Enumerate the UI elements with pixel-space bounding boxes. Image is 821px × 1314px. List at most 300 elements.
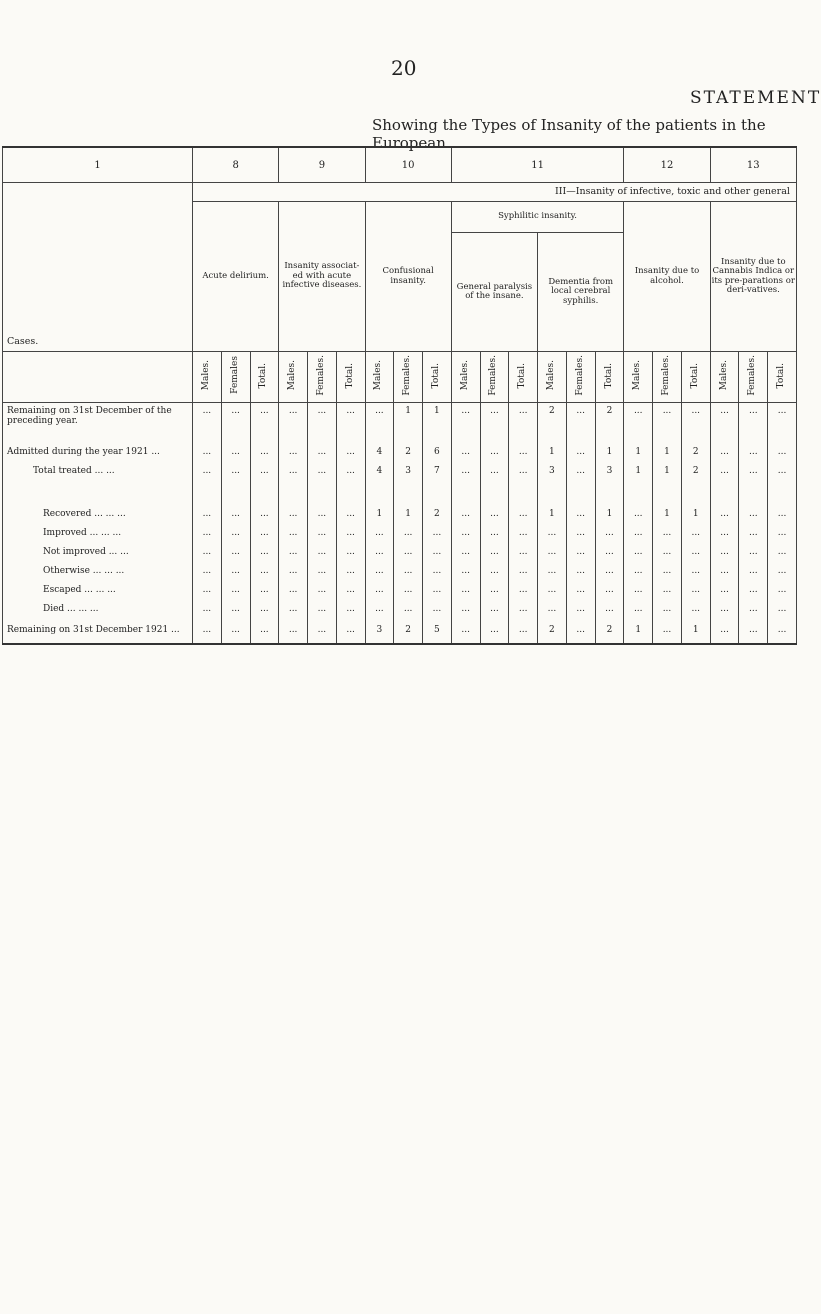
table-cell: 2 [538,619,567,644]
table-cell: ... [221,462,250,481]
table-row [3,543,797,562]
spacer-cell [193,481,222,505]
table-cell: 1 [624,462,653,481]
table-cell: ... [509,581,538,600]
column-number: 8 [193,147,279,183]
table-cell: 2 [394,443,423,462]
table-cell: ... [681,581,710,600]
table-cell: ... [739,524,768,543]
table-cell: ... [710,619,739,644]
table-cell: ... [451,581,480,600]
table-cell: ... [681,403,710,444]
table-cell: ... [624,543,653,562]
table-cell: ... [739,462,768,481]
table-cell: ... [768,443,797,462]
sex-header: Total. [509,352,538,403]
table-cell: ... [480,505,509,524]
table-row [3,403,797,444]
table-cell: ... [566,600,595,619]
table-cell: ... [279,524,308,543]
spacer-cell [739,481,768,505]
sex-header: Males. [279,352,308,403]
table-cell: ... [336,562,365,581]
table-cell: ... [538,562,567,581]
column-number: 9 [279,147,365,183]
table-cell: ... [653,581,682,600]
table-cell: ... [653,524,682,543]
table-cell: ... [451,524,480,543]
table-cell: ... [624,403,653,444]
table-cell: ... [710,600,739,619]
table-cell: ... [394,543,423,562]
table-cell: ... [480,543,509,562]
table-cell: ... [624,524,653,543]
table-cell: ... [624,562,653,581]
table-cell: ... [193,505,222,524]
table-cell: ... [653,403,682,444]
table-cell: 3 [595,462,624,481]
row-label: Escaped ... ... ... [3,581,193,600]
insanity-statement-table [2,146,797,645]
table-cell: 1 [394,505,423,524]
sex-header: Total. [768,352,797,403]
table-cell: ... [681,562,710,581]
table-cell: ... [538,600,567,619]
table-cell: ... [710,403,739,444]
table-cell: ... [595,524,624,543]
table-cell: 6 [423,443,452,462]
table-cell: ... [566,619,595,644]
spacer-cell [710,481,739,505]
table-row [3,581,797,600]
table-cell: 2 [423,505,452,524]
table-cell: ... [279,443,308,462]
table-cell: ... [221,562,250,581]
table-cell: 2 [681,462,710,481]
table-cell: 3 [365,619,394,644]
table-cell: ... [193,543,222,562]
table-cell: 1 [538,443,567,462]
row-label: Not improved ... ... [3,543,193,562]
table-cell: ... [279,600,308,619]
sex-header: Males. [193,352,222,403]
table-cell: 1 [624,443,653,462]
table-cell: ... [193,619,222,644]
row-label: Admitted during the year 1921 ... [3,443,193,462]
table-cell: ... [221,619,250,644]
row-label: Improved ... ... ... [3,524,193,543]
table-row [3,600,797,619]
table-cell: ... [566,543,595,562]
table-row [3,505,797,524]
table-cell: ... [308,443,337,462]
table-cell: ... [193,600,222,619]
table-cell: ... [250,562,279,581]
sex-header: Females. [480,352,509,403]
table-cell: ... [768,462,797,481]
table-cell: ... [279,619,308,644]
table-cell: ... [365,543,394,562]
table-cell: ... [509,403,538,444]
table-cell: 1 [595,505,624,524]
table-cell: ... [653,600,682,619]
table-cell: ... [566,462,595,481]
sex-header: Females. [739,352,768,403]
row-label: Remaining on 31st December 1921 ... [3,619,193,644]
table-cell: ... [509,600,538,619]
table-cell: ... [595,600,624,619]
table-cell: ... [739,403,768,444]
table-cell: ... [681,600,710,619]
table-cell: ... [308,505,337,524]
spacer-cell [624,481,653,505]
table-cell: 1 [653,443,682,462]
table-cell: ... [710,581,739,600]
table-cell: 5 [423,619,452,644]
table-cell: 1 [681,505,710,524]
sex-header: Females. [308,352,337,403]
table-cell: ... [308,562,337,581]
table-cell: ... [710,505,739,524]
column-number: 1 [3,147,193,183]
sex-header: Females. [653,352,682,403]
table-row [3,443,797,462]
table-cell: ... [509,505,538,524]
spacer-cell [336,481,365,505]
table-cell: ... [710,562,739,581]
table-cell: ... [480,562,509,581]
spacer-cell [221,481,250,505]
table-cell: 1 [365,505,394,524]
spacer-cell [566,481,595,505]
table-cell: ... [221,443,250,462]
sex-header: Total. [423,352,452,403]
table-cell: ... [423,581,452,600]
table-cell: 4 [365,443,394,462]
table-cell: ... [566,443,595,462]
table-cell: ... [308,581,337,600]
table-cell: ... [538,524,567,543]
table-cell: ... [681,543,710,562]
table-cell: ... [451,543,480,562]
sex-header-row [3,352,797,403]
table-cell: ... [250,403,279,444]
table-cell: ... [308,619,337,644]
table-cell: ... [480,462,509,481]
table-cell: 2 [681,443,710,462]
spacer-cell [423,481,452,505]
table-cell: 1 [595,443,624,462]
table-cell: ... [423,600,452,619]
table-cell: 1 [538,505,567,524]
table-cell: ... [250,505,279,524]
spacer-cell [451,481,480,505]
sex-header: Males. [624,352,653,403]
table-cell: ... [250,619,279,644]
spacer-cell [595,481,624,505]
table-cell: ... [566,505,595,524]
spacer-cell [653,481,682,505]
column-number: 12 [624,147,710,183]
table-cell: ... [480,443,509,462]
table-cell: 2 [538,403,567,444]
table-cell: ... [595,581,624,600]
table-cell: ... [336,443,365,462]
header-cannabis: Insanity due to Cannabis Indica or its pre-parations or deri-vatives. [710,202,796,352]
table-cell: ... [279,403,308,444]
table-cell: 3 [394,462,423,481]
table-cell: ... [279,462,308,481]
header-general-paralysis: General paralysis of the insane. [451,233,537,352]
data-body [3,403,797,645]
table-cell: ... [739,600,768,619]
table-cell: ... [595,543,624,562]
table-cell: ... [480,524,509,543]
table-cell: ... [193,581,222,600]
table-cell: ... [336,403,365,444]
sex-header: Total. [681,352,710,403]
table-cell: ... [710,462,739,481]
table-cell: ... [423,562,452,581]
table-cell: ... [566,562,595,581]
table-cell: ... [193,524,222,543]
row-label: Died ... ... ... [3,600,193,619]
sex-header: Males. [710,352,739,403]
column-number: 10 [365,147,451,183]
table-cell: ... [509,443,538,462]
header-syphilitic: Syphilitic insanity. [451,202,624,233]
column-number-row [3,147,797,183]
table-cell: ... [423,543,452,562]
spacer-cell [279,481,308,505]
table-cell: ... [451,462,480,481]
row-label: Remaining on 31st December of the preceding year. [3,403,193,444]
table-cell: ... [451,619,480,644]
page-heading: STATEMENT [690,88,821,108]
table-cell: ... [451,443,480,462]
table-cell: ... [768,581,797,600]
table-cell: 1 [394,403,423,444]
table-cell: ... [336,462,365,481]
header-dementia-syphilis: Dementia from local cerebral syphilis. [538,233,624,352]
table-cell: 1 [624,619,653,644]
table-cell: ... [336,505,365,524]
table-cell: ... [279,562,308,581]
table-cell: ... [566,524,595,543]
table-cell: 1 [423,403,452,444]
table-cell: ... [653,543,682,562]
table-cell: ... [653,619,682,644]
table-cell: ... [423,524,452,543]
table-cell: ... [739,543,768,562]
table-cell: ... [624,505,653,524]
table-cell: ... [394,562,423,581]
table-cell: ... [336,524,365,543]
table-cell: ... [509,562,538,581]
spacer-cell [394,481,423,505]
blank-cell [3,352,193,403]
table-cell: ... [336,619,365,644]
header-alcohol: Insanity due to alcohol. [624,202,710,352]
spacer-cell [768,481,797,505]
group-heading-row [3,183,797,202]
table-cell: ... [480,619,509,644]
table-cell: ... [193,443,222,462]
table-cell: ... [336,600,365,619]
table-row [3,524,797,543]
table-cell: ... [279,543,308,562]
table-cell: ... [566,581,595,600]
table-cell: ... [365,581,394,600]
table-cell: ... [221,505,250,524]
sex-header: Males. [365,352,394,403]
table-cell: ... [365,600,394,619]
table-cell: 3 [538,462,567,481]
table-cell: ... [308,600,337,619]
column-number: 13 [710,147,796,183]
table-cell: ... [509,462,538,481]
table-cell: ... [451,600,480,619]
sex-header: Total. [250,352,279,403]
spacer-cell [509,481,538,505]
table-cell: ... [739,505,768,524]
table-cell: ... [768,505,797,524]
spacer-cell [250,481,279,505]
table-cell: ... [193,403,222,444]
table-cell: ... [681,524,710,543]
table-cell: ... [365,524,394,543]
table-cell: ... [451,403,480,444]
table-cell: ... [768,562,797,581]
table-cell: 1 [653,462,682,481]
table-cell: ... [250,443,279,462]
table-cell: ... [451,562,480,581]
table-cell: 4 [365,462,394,481]
table-cell: ... [480,403,509,444]
table-cell: 2 [595,619,624,644]
table-cell: 2 [394,619,423,644]
table-cell: ... [394,524,423,543]
spacer-cell [3,481,193,505]
table-row [3,562,797,581]
table-cell: ... [653,562,682,581]
row-label: Otherwise ... ... ... [3,562,193,581]
table-cell: ... [710,543,739,562]
sex-header: Females. [566,352,595,403]
table-cell: ... [739,581,768,600]
table-cell: ... [279,581,308,600]
table-cell: ... [768,543,797,562]
sex-header: Males. [451,352,480,403]
spacer-cell [681,481,710,505]
table-cell: 1 [653,505,682,524]
header-acute-delirium: Acute delirium. [193,202,279,352]
table-cell: ... [250,462,279,481]
spacer-cell [480,481,509,505]
sex-header: Females [221,352,250,403]
spacer-cell [308,481,337,505]
header-associated-infective: Insanity associat-ed with acute infective diseases. [279,202,365,352]
table-cell: ... [739,443,768,462]
table-cell: ... [768,600,797,619]
header-confusional: Confusional insanity. [365,202,451,352]
table-row [3,462,797,481]
table-cell: ... [739,562,768,581]
table-cell: ... [250,581,279,600]
spacer-row [3,481,797,505]
table-cell: ... [509,524,538,543]
sex-header: Males. [538,352,567,403]
table-cell: ... [221,524,250,543]
table-cell: ... [480,581,509,600]
table-cell: ... [221,600,250,619]
table-cell: ... [538,543,567,562]
table-cell: ... [193,462,222,481]
table-cell: ... [538,581,567,600]
table-cell: ... [336,581,365,600]
table-cell: ... [365,403,394,444]
table-cell: ... [308,543,337,562]
table-cell: ... [308,524,337,543]
table-cell: 2 [595,403,624,444]
sex-header: Total. [336,352,365,403]
row-label: Total treated ... ... [3,462,193,481]
page-number: 20 [391,56,417,80]
table-cell: ... [336,543,365,562]
table-cell: ... [509,543,538,562]
sex-header: Females. [394,352,423,403]
table-cell: ... [394,581,423,600]
table-cell: ... [624,581,653,600]
table-cell: 7 [423,462,452,481]
sex-header: Total. [595,352,624,403]
table-row [3,619,797,644]
table-cell: 1 [681,619,710,644]
table-cell: ... [509,619,538,644]
table-cell: ... [394,600,423,619]
table-cell: ... [221,403,250,444]
table-cell: ... [624,600,653,619]
table-cell: ... [710,524,739,543]
spacer-cell [538,481,567,505]
cases-header: Cases. [3,183,193,352]
table-cell: ... [193,562,222,581]
table-cell: ... [365,562,394,581]
table-cell: ... [768,403,797,444]
column-number: 11 [451,147,624,183]
table-cell: ... [308,403,337,444]
table-cell: ... [480,600,509,619]
table-cell: ... [768,619,797,644]
table-cell: ... [768,524,797,543]
table-cell: ... [250,600,279,619]
table-cell: ... [250,543,279,562]
table-cell: ... [566,403,595,444]
table-cell: ... [451,505,480,524]
table-cell: ... [308,462,337,481]
row-label: Recovered ... ... ... [3,505,193,524]
table-cell: ... [595,562,624,581]
table-cell: ... [250,524,279,543]
group-heading: III—Insanity of infective, toxic and other general [193,183,797,202]
spacer-cell [365,481,394,505]
table-cell: ... [279,505,308,524]
page-subheading: Showing the Types of Insanity of the patients in the European [372,116,766,152]
table-cell: ... [710,443,739,462]
table-cell: ... [221,543,250,562]
table-cell: ... [739,619,768,644]
table-cell: ... [221,581,250,600]
